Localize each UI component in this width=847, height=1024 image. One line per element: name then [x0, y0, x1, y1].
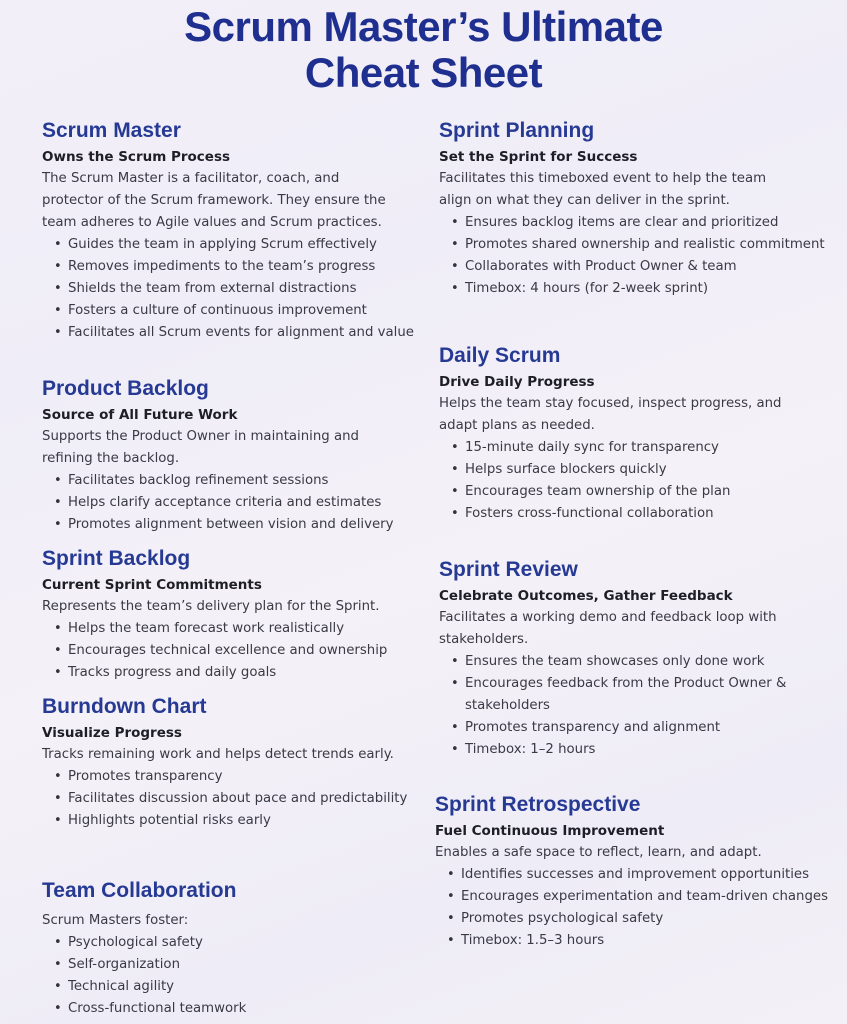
bullet-icon: • — [54, 813, 62, 828]
bullet-icon: • — [54, 957, 62, 972]
bullet-icon: • — [54, 473, 62, 488]
bullet-text: Highlights potential risks early — [68, 813, 271, 828]
bullet-text: Fosters a culture of continuous improvement — [68, 303, 367, 318]
bullet-icon: • — [451, 215, 459, 230]
bullet-list — [42, 618, 437, 684]
bullet-icon: • — [54, 769, 62, 784]
section-subtitle: Source of All Future Work — [42, 407, 238, 423]
bullet-item — [451, 481, 839, 503]
bullet-text: Collaborates with Product Owner & team — [465, 259, 737, 274]
bullet-text: Facilitates all Scrum events for alignment and value — [68, 325, 414, 340]
bullet-icon: • — [451, 462, 459, 477]
bullet-icon: • — [451, 484, 459, 499]
bullet-text: Helps surface blockers quickly — [465, 462, 667, 477]
bullet-text: Ensures backlog items are clear and prioritized — [465, 215, 779, 230]
bullet-text: Promotes alignment between vision and delivery — [68, 517, 394, 532]
bullet-text: Helps the team forecast work realistically — [68, 621, 345, 636]
section-description-line: Facilitates this timeboxed event to help the team — [439, 171, 767, 186]
bullet-text: Tracks progress and daily goals — [68, 665, 277, 680]
section-subtitle: Visualize Progress — [42, 725, 182, 741]
bullet-text: Promotes transparency and alignment — [465, 720, 721, 735]
bullet-text: Removes impediments to the team’s progress — [68, 259, 376, 274]
section-title: Product Backlog — [42, 377, 209, 400]
bullet-item — [54, 662, 437, 684]
bullet-item — [451, 717, 839, 739]
bullet-item — [451, 503, 839, 525]
bullet-item — [451, 278, 839, 300]
bullet-item — [54, 954, 437, 976]
bullet-item — [447, 930, 840, 952]
section-title: Scrum Master — [42, 119, 181, 142]
bullet-icon: • — [447, 911, 455, 926]
bullet-text: Promotes psychological safety — [461, 911, 664, 926]
section-description-line: Supports the Product Owner in maintaining and — [42, 429, 359, 444]
bullet-text: Encourages feedback from the Product Owner & stakeholders — [465, 676, 787, 713]
section-description-line: protector of the Scrum framework. They ensure the — [42, 193, 386, 208]
section-team-collaboration — [42, 878, 437, 1020]
bullet-icon: • — [451, 720, 459, 735]
bullet-icon: • — [451, 281, 459, 296]
section-description-line: adapt plans as needed. — [439, 418, 595, 433]
bullet-text: Technical agility — [68, 979, 175, 994]
page-title-line-2: Cheat Sheet — [304, 49, 543, 96]
section-daily-scrum — [439, 343, 839, 525]
bullet-list — [42, 234, 422, 344]
bullet-icon: • — [54, 935, 62, 950]
bullet-list — [42, 932, 437, 1020]
bullet-item — [54, 766, 437, 788]
bullet-item — [54, 998, 437, 1020]
section-title: Team Collaboration — [42, 879, 237, 902]
section-scrum-master — [42, 118, 422, 344]
bullet-item — [451, 739, 839, 761]
bullet-text: Cross-functional teamwork — [68, 1001, 247, 1016]
section-subtitle: Set the Sprint for Success — [439, 149, 638, 165]
bullet-icon: • — [447, 933, 455, 948]
section-subtitle: Celebrate Outcomes, Gather Feedback — [439, 588, 733, 604]
bullet-list — [439, 651, 839, 761]
bullet-list — [439, 437, 839, 525]
bullet-item — [451, 673, 839, 717]
bullet-icon: • — [451, 654, 459, 669]
bullet-icon: • — [447, 867, 455, 882]
section-product-backlog — [42, 376, 437, 536]
bullet-icon: • — [447, 889, 455, 904]
section-sprint-planning — [439, 118, 839, 300]
section-sprint-retrospective — [435, 792, 840, 952]
section-sprint-backlog — [42, 546, 437, 684]
bullet-icon: • — [54, 325, 62, 340]
bullet-list — [42, 470, 437, 536]
section-description-line: team adheres to Agile values and Scrum practices. — [42, 215, 382, 230]
section-burndown-chart — [42, 694, 437, 832]
bullet-list — [439, 212, 839, 300]
section-subtitle: Current Sprint Commitments — [42, 577, 262, 593]
bullet-icon: • — [54, 621, 62, 636]
bullet-icon: • — [54, 517, 62, 532]
bullet-item — [54, 492, 437, 514]
bullet-text: Ensures the team showcases only done work — [465, 654, 765, 669]
page-title — [0, 4, 847, 96]
section-description-line: Scrum Masters foster: — [42, 913, 189, 928]
bullet-icon: • — [54, 303, 62, 318]
bullet-icon: • — [54, 665, 62, 680]
bullet-item — [54, 976, 437, 998]
bullet-item — [451, 437, 839, 459]
bullet-text: Promotes transparency — [68, 769, 223, 784]
bullet-item — [54, 932, 437, 954]
bullet-icon: • — [451, 237, 459, 252]
bullet-icon: • — [54, 237, 62, 252]
bullet-item — [447, 908, 840, 930]
bullet-text: Fosters cross-functional collaboration — [465, 506, 714, 521]
bullet-item — [447, 886, 840, 908]
section-description-line: refining the backlog. — [42, 451, 180, 466]
bullet-icon: • — [451, 676, 459, 691]
bullet-item — [54, 810, 437, 832]
section-description-line: Enables a safe space to reflect, learn, and adapt. — [435, 845, 762, 860]
bullet-item — [54, 256, 422, 278]
bullet-text: Encourages technical excellence and ownership — [68, 643, 388, 658]
section-title: Burndown Chart — [42, 695, 207, 718]
section-description-line: Facilitates a working demo and feedback loop with — [439, 610, 777, 625]
bullet-text: Facilitates backlog refinement sessions — [68, 473, 329, 488]
bullet-list — [435, 864, 840, 952]
section-description-line: stakeholders. — [439, 632, 529, 647]
section-description-line: align on what they can deliver in the sprint. — [439, 193, 730, 208]
bullet-text: Timebox: 4 hours (for 2-week sprint) — [465, 281, 709, 296]
bullet-item — [451, 651, 839, 673]
bullet-text: Encourages team ownership of the plan — [465, 484, 731, 499]
bullet-icon: • — [54, 979, 62, 994]
bullet-item — [54, 322, 422, 344]
section-description-line: The Scrum Master is a facilitator, coach, and — [42, 171, 340, 186]
bullet-item — [54, 618, 437, 640]
bullet-icon: • — [451, 742, 459, 757]
bullet-text: Facilitates discussion about pace and predictability — [68, 791, 408, 806]
page-title-line-1: Scrum Master’s Ultimate — [184, 3, 663, 50]
bullet-item — [54, 514, 437, 536]
bullet-icon: • — [54, 259, 62, 274]
section-subtitle: Fuel Continuous Improvement — [435, 823, 665, 839]
bullet-list — [42, 766, 437, 832]
bullet-text: Shields the team from external distractions — [68, 281, 357, 296]
section-title: Daily Scrum — [439, 344, 561, 367]
bullet-item — [451, 234, 839, 256]
bullet-text: Identifies successes and improvement opportunities — [461, 867, 810, 882]
section-title: Sprint Retrospective — [435, 793, 641, 816]
bullet-icon: • — [54, 791, 62, 806]
bullet-text: Encourages experimentation and team-driven changes — [461, 889, 829, 904]
bullet-text: 15-minute daily sync for transparency — [465, 440, 719, 455]
bullet-icon: • — [54, 281, 62, 296]
section-subtitle: Owns the Scrum Process — [42, 149, 231, 165]
section-sprint-review — [439, 557, 839, 761]
section-description-line: Tracks remaining work and helps detect trends early. — [42, 747, 394, 762]
bullet-text: Guides the team in applying Scrum effectively — [68, 237, 377, 252]
bullet-icon: • — [451, 259, 459, 274]
bullet-item — [451, 212, 839, 234]
section-title: Sprint Backlog — [42, 547, 191, 570]
section-title: Sprint Review — [439, 558, 578, 581]
section-subtitle: Drive Daily Progress — [439, 374, 595, 390]
section-description-line: Helps the team stay focused, inspect progress, and — [439, 396, 782, 411]
bullet-icon: • — [451, 440, 459, 455]
bullet-item — [54, 300, 422, 322]
bullet-icon: • — [54, 495, 62, 510]
bullet-item — [451, 459, 839, 481]
bullet-text: Timebox: 1.5–3 hours — [461, 933, 605, 948]
bullet-text: Psychological safety — [68, 935, 203, 950]
bullet-icon: • — [451, 506, 459, 521]
bullet-item — [54, 470, 437, 492]
bullet-text: Helps clarify acceptance criteria and estimates — [68, 495, 382, 510]
bullet-text: Promotes shared ownership and realistic commitment — [465, 237, 825, 252]
bullet-text: Self-organization — [68, 957, 180, 972]
bullet-item — [54, 788, 437, 810]
bullet-text: Timebox: 1–2 hours — [465, 742, 596, 757]
bullet-item — [451, 256, 839, 278]
bullet-item — [54, 640, 437, 662]
section-title: Sprint Planning — [439, 119, 595, 142]
bullet-item — [54, 234, 422, 256]
bullet-icon: • — [54, 1001, 62, 1016]
bullet-item — [447, 864, 840, 886]
bullet-item — [54, 278, 422, 300]
bullet-icon: • — [54, 643, 62, 658]
section-description-line: Represents the team’s delivery plan for the Sprint. — [42, 599, 380, 614]
